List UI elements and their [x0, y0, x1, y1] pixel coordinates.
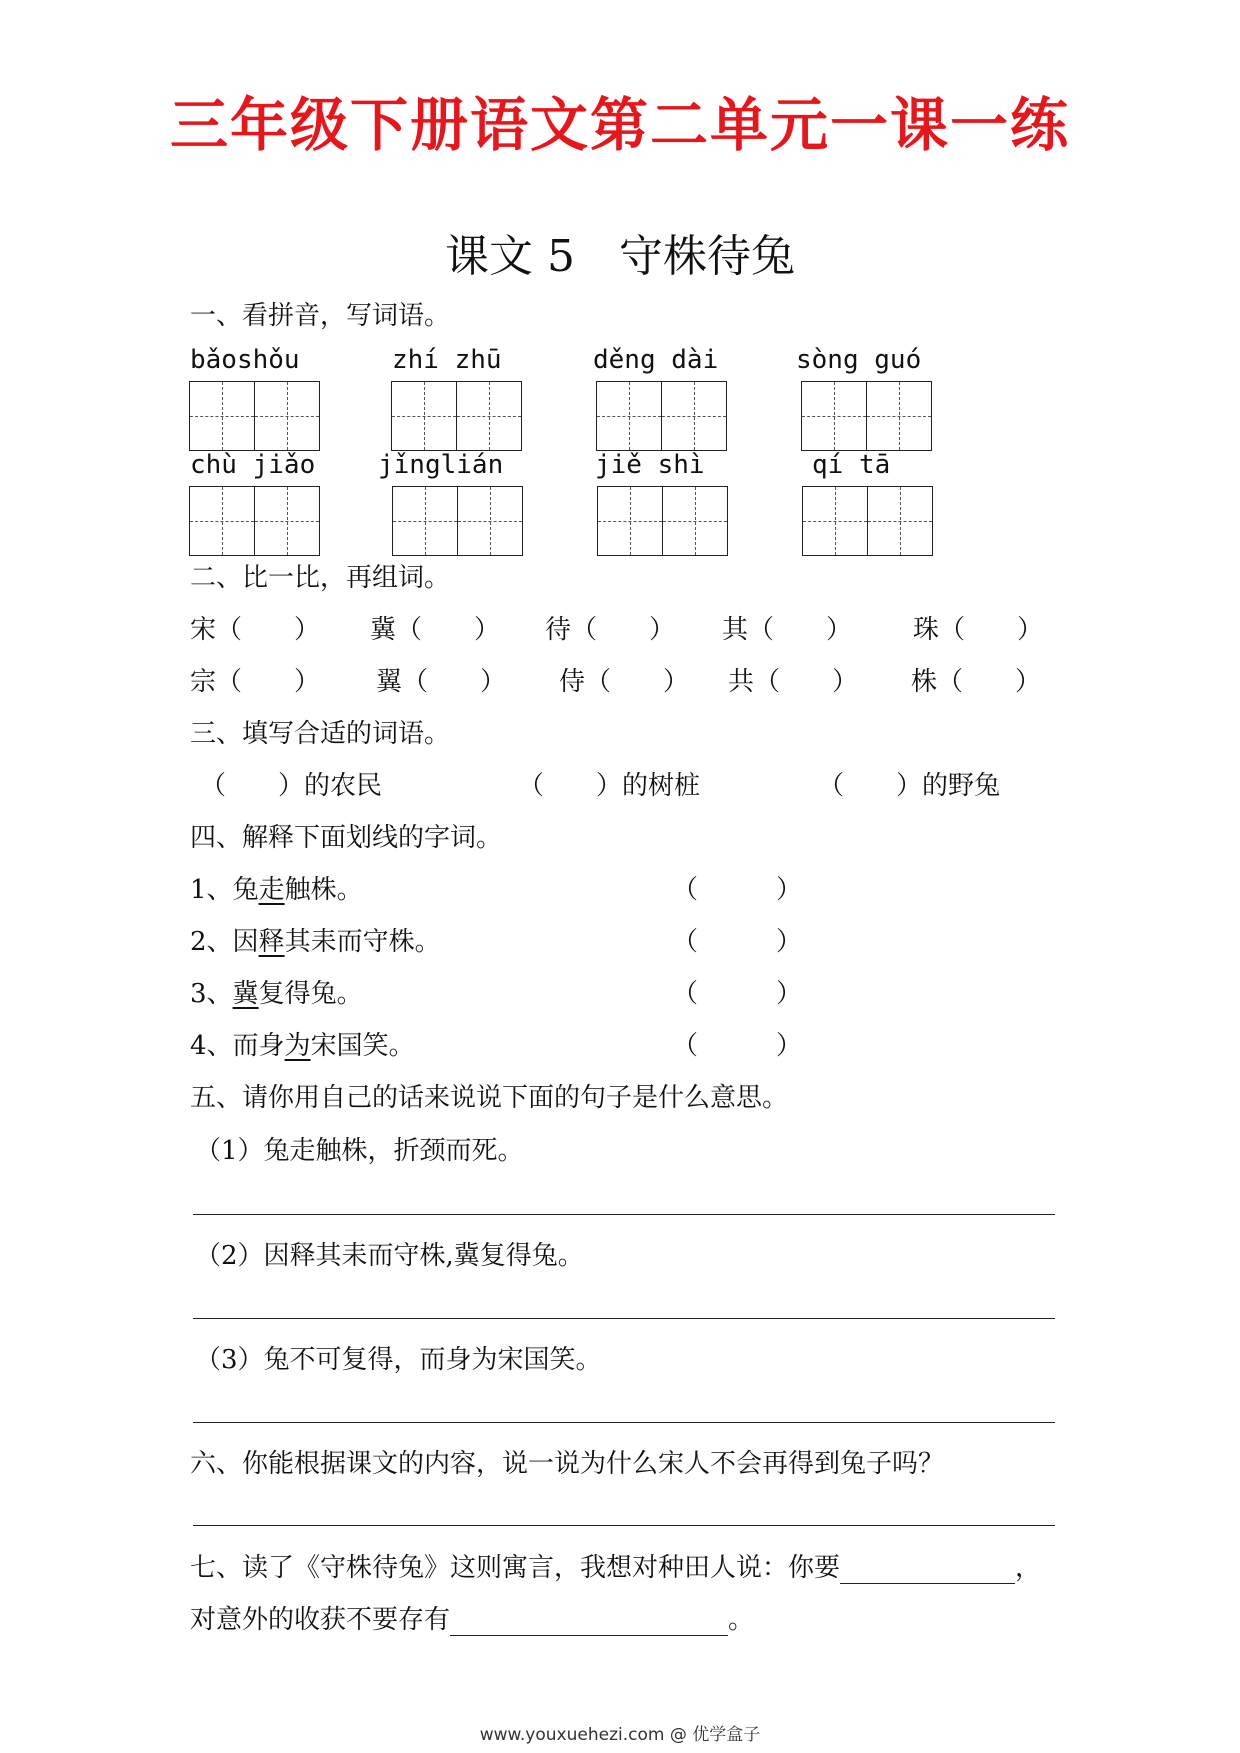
section7-line2: 对意外的收获不要存有 。: [190, 1605, 755, 1635]
pinyin-label: jiě shì: [595, 450, 705, 480]
writing-box[interactable]: [189, 381, 255, 451]
answer-paren[interactable]: （ ）: [672, 1031, 803, 1061]
explain-item: 4、而身为宋国笑。: [190, 1031, 415, 1061]
pinyin-label: zhí zhū: [392, 345, 502, 375]
writing-box[interactable]: [392, 486, 458, 556]
section1-heading: 一、看拼音，写词语。: [190, 301, 451, 331]
writing-box[interactable]: [189, 486, 255, 556]
fill-blank[interactable]: [450, 1605, 728, 1636]
answer-paren[interactable]: （ ）: [672, 875, 803, 905]
writing-box[interactable]: [254, 486, 320, 556]
writing-box[interactable]: [597, 486, 663, 556]
fill-item[interactable]: （ ）的野兔: [818, 771, 1001, 801]
pinyin-label: děng dài: [593, 345, 719, 375]
compare-item[interactable]: 株（ ）: [911, 667, 1042, 697]
sentence-item: （1）兔走触株，折颈而死。: [195, 1136, 524, 1166]
writing-box[interactable]: [254, 381, 320, 451]
compare-item[interactable]: 侍（ ）: [559, 667, 690, 697]
sentence-item: （3）兔不可复得，而身为宋国笑。: [195, 1345, 602, 1375]
writing-box[interactable]: [662, 486, 728, 556]
sentence-item: （2）因释其耒而守株,冀复得兔。: [195, 1241, 584, 1271]
explain-item: 2、因释其耒而守株。: [190, 927, 441, 957]
pinyin-label: qí tā: [812, 450, 891, 480]
writing-box[interactable]: [457, 486, 523, 556]
compare-item[interactable]: 珠（ ）: [913, 615, 1044, 645]
writing-box[interactable]: [867, 486, 933, 556]
explain-item: 3、冀复得兔。: [190, 979, 363, 1009]
section6-heading: 六、你能根据课文的内容，说一说为什么宋人不会再得到兔子吗？: [190, 1449, 945, 1479]
pinyin-label: bǎoshǒu: [190, 345, 300, 375]
pinyin-label: chù jiǎo: [190, 450, 316, 480]
answer-line[interactable]: [193, 1422, 1055, 1423]
compare-item[interactable]: 其（ ）: [722, 615, 853, 645]
compare-item[interactable]: 宗（ ）: [190, 667, 321, 697]
section4-heading: 四、解释下面划线的字词。: [190, 823, 503, 853]
section3-heading: 三、填写合适的词语。: [190, 719, 451, 749]
compare-item[interactable]: 待（ ）: [545, 615, 676, 645]
fill-blank[interactable]: [840, 1553, 1015, 1584]
footer-watermark: www.youxuehezi.com @ 优学盒子: [479, 1725, 761, 1745]
underlined-word: 为: [284, 1031, 311, 1061]
compare-item[interactable]: 宋（ ）: [190, 615, 321, 645]
underlined-word: 冀: [232, 979, 259, 1009]
writing-box[interactable]: [802, 486, 868, 556]
lesson-title: 课文 5 守株待兔: [445, 231, 795, 282]
compare-item[interactable]: 共（ ）: [728, 667, 859, 697]
section7-line1: 七、读了《守株待兔》这则寓言，我想对种田人说：你要 ，: [190, 1553, 1042, 1583]
answer-line[interactable]: [193, 1525, 1055, 1526]
writing-box[interactable]: [456, 381, 522, 451]
compare-item[interactable]: 翼（ ）: [376, 667, 507, 697]
answer-paren[interactable]: （ ）: [672, 927, 803, 957]
page-title: 三年级下册语文第二单元一课一练: [169, 91, 1070, 159]
underlined-word: 释: [258, 927, 285, 957]
explain-item: 1、兔走触株。: [190, 875, 363, 905]
fill-item[interactable]: （ ）的树桩: [518, 771, 701, 801]
writing-box[interactable]: [596, 381, 662, 451]
compare-item[interactable]: 冀（ ）: [370, 615, 501, 645]
answer-paren[interactable]: （ ）: [672, 979, 803, 1009]
fill-item[interactable]: （ ）的农民: [200, 771, 383, 801]
pinyin-label: sòng guó: [796, 345, 922, 375]
writing-box[interactable]: [661, 381, 727, 451]
section2-heading: 二、比一比，再组词。: [190, 563, 451, 593]
writing-box[interactable]: [801, 381, 867, 451]
writing-box[interactable]: [866, 381, 932, 451]
writing-box[interactable]: [391, 381, 457, 451]
section5-heading: 五、请你用自己的话来说说下面的句子是什么意思。: [190, 1083, 789, 1113]
answer-line[interactable]: [193, 1318, 1055, 1319]
answer-line[interactable]: [193, 1214, 1055, 1215]
underlined-word: 走: [258, 875, 285, 905]
pinyin-label: jǐnglián: [378, 450, 504, 480]
